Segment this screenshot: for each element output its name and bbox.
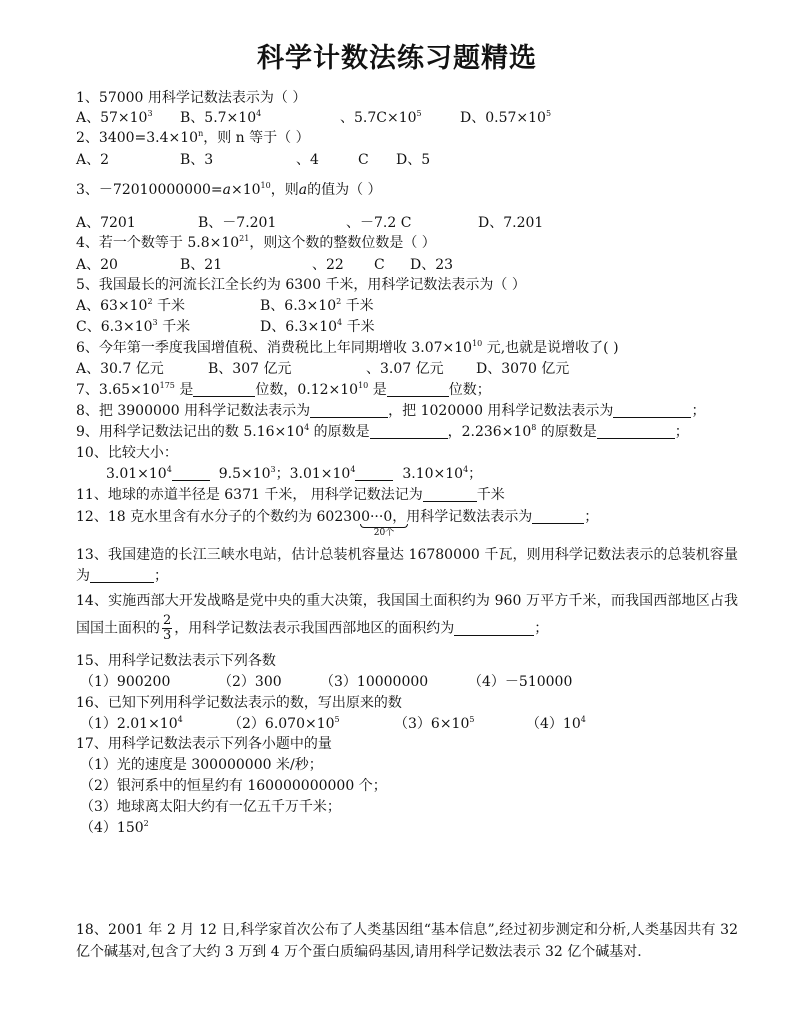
q18-paragraph: 18、2001 年 2 月 12 日,科学家首次公布了人类基因组“基本信息”,经过初步测定和分析,人类基因共有 32 亿个碱基对,包含了大约 3 万到 4 万个蛋白质编码基因,请用科学记数法表示 32 亿个碱基对. bbox=[76, 922, 738, 960]
q4-stem: 4、若一个数等于 $5.8\times 10^{21}$，则这个数的整数位数是（ ） bbox=[76, 234, 436, 251]
q15-stem: 15、用科学记数法表示下列各数 bbox=[76, 653, 276, 669]
q2-stem: 2、$3400=3.4\times 10^n$，则 n 等于（ ） bbox=[76, 129, 310, 146]
q2-option-d: D、5 bbox=[396, 152, 431, 168]
q9-answer-blank-1[interactable] bbox=[370, 424, 448, 439]
q9-line: 9、用科学记数法记出的数 $5.16\times 10^4$ 的原数是 ，$2.236\times 10^8$ 的原数是 ； bbox=[76, 423, 689, 440]
q17-item-4: $(4)150^2$ bbox=[80, 819, 149, 836]
q14-answer-blank[interactable] bbox=[454, 621, 534, 636]
q5-option-c: C、$6.3\times 10^3$ 千米 bbox=[76, 318, 191, 335]
q7-line: 7、$3.65\times 10^{175}$ 是 位数，$0.12\times 10^{10}$ 是 位数； bbox=[76, 381, 491, 398]
q15-item-2: （2）300 bbox=[218, 674, 282, 690]
q2-option-c-letter: C bbox=[358, 152, 369, 168]
q10-answer-blank-2[interactable] bbox=[355, 466, 393, 481]
q4-option-d: D、23 bbox=[410, 257, 454, 273]
q4-option-c-letter: C bbox=[374, 257, 385, 273]
q10-compare: $3.01\times 10^4$ $9.5\times 10^3$；$3.01\times 10^4$ $3.10\times 10^4$； bbox=[106, 465, 483, 482]
q3-option-d: D、7.201 bbox=[478, 215, 544, 231]
q6-option-b: B、307 亿元 bbox=[208, 361, 292, 377]
q1-stem: 1、57000 用科学记数法表示为（ ） bbox=[76, 90, 307, 106]
q8-answer-blank-1[interactable] bbox=[310, 403, 388, 418]
q7-answer-blank-1[interactable] bbox=[193, 382, 255, 397]
q15-item-4: （4）－510000 bbox=[468, 674, 573, 690]
q1-option-c: 、$5.7C\times 10^5$ bbox=[340, 109, 422, 126]
q1-option-a: A、$57\times 10^3$ bbox=[76, 109, 153, 126]
q4-option-c: 、22 bbox=[312, 257, 344, 273]
q6-stem: 6、今年第一季度我国增值税、消费税比上年同期增收 $3.07\times 10^{10}$ 元,也就是说增收了( ) bbox=[76, 339, 619, 356]
q4-option-a: A、20 bbox=[76, 257, 118, 273]
q12-brace-label: 20个 bbox=[373, 528, 395, 538]
q5-option-d: D、$6.3\times 10^4$ 千米 bbox=[260, 318, 375, 335]
q12-brace bbox=[360, 524, 408, 538]
page-title: 科学计数法练习题精选 bbox=[257, 43, 537, 74]
q16-item-1: $(1)2.01\times 10^4$ bbox=[80, 715, 183, 732]
q16-item-4: $(4)10^4$ bbox=[526, 715, 586, 732]
q3-option-b: B、－7.201 bbox=[198, 215, 277, 231]
q2-option-b: B、3 bbox=[180, 152, 214, 168]
q8-answer-blank-2[interactable] bbox=[613, 403, 691, 418]
q12-zeros: 0···0 bbox=[361, 509, 393, 525]
q2-option-a: A、2 bbox=[76, 152, 110, 168]
q2-option-c: 、4 bbox=[296, 152, 319, 168]
q1-option-d: D、$0.57\times 10^5$ bbox=[460, 109, 552, 126]
q14-fraction: $\frac{2}{3}$ bbox=[163, 613, 172, 643]
q15-item-3: （3）10000000 bbox=[320, 674, 429, 690]
q6-option-a: A、30.7 亿元 bbox=[76, 361, 164, 377]
q4-option-b: B、21 bbox=[180, 257, 223, 273]
q11-answer-blank[interactable] bbox=[423, 487, 477, 502]
q16-item-2: $(2)6.070\times 10^5$ bbox=[228, 715, 340, 732]
q17-item-3: （3）地球离太阳大约有一亿五千万千米； bbox=[80, 799, 341, 815]
q3-option-a: A、7201 bbox=[76, 215, 136, 231]
q5-option-a: A、$63\times 10^2$ 千米 bbox=[76, 297, 186, 314]
q1-option-b: B、$5.7\times 10^4$ bbox=[180, 109, 262, 126]
q8-line: 8、把 3900000 用科学记数法表示为 ，把 1020000 用科学记数法表示为 ； bbox=[76, 403, 706, 419]
q16-item-3: $(3)6\times 10^5$ bbox=[394, 715, 475, 732]
q12-line: 12、18 克水里含有水分子的个数约为 602300···0，用科学记数法表示为 ； bbox=[76, 509, 599, 525]
q7-answer-blank-2[interactable] bbox=[387, 382, 449, 397]
q5-option-b: B、$6.3\times 10^2$ 千米 bbox=[260, 297, 374, 314]
q13-answer-blank[interactable] bbox=[90, 568, 154, 583]
q10-answer-blank-1[interactable] bbox=[172, 466, 210, 481]
q17-item-1: （1）光的速度是 300000000 米/秒； bbox=[80, 757, 323, 773]
q5-stem: 5、我国最长的河流长江全长约为 6300 千米，用科学记数法表示为（ ） bbox=[76, 277, 526, 293]
q12-answer-blank[interactable] bbox=[532, 509, 584, 524]
q11-line: 11、地球的赤道半径是 6371 千米， 用科学记数法记为 千米 bbox=[76, 487, 505, 503]
q17-stem: 17、用科学记数法表示下列各小题中的量 bbox=[76, 736, 332, 752]
q6-option-c: 、3.07 亿元 bbox=[366, 361, 444, 377]
q14-paragraph: 14、实施西部大开发战略是党中央的重大决策，我国国土面积约为 960 万平方千米，而我国西部地区占我国国土面积的 $\frac{2}{3}$ ，用科学记数法表示我国西部地区的面积约为 ； bbox=[76, 593, 738, 643]
q13-paragraph: 13、我国建造的长江三峡水电站，估计总装机容量达 16780000 千瓦，则用科学记数法表示的总装机容量为 ； bbox=[76, 547, 738, 584]
q3-stem: 3、$-72010000000=a\times 10^{10}$，则a的值为（ ） bbox=[76, 181, 382, 198]
q15-item-1: （1）900200 bbox=[80, 674, 171, 690]
q17-item-2: （2）银河系中的恒星约有 160000000000 个； bbox=[80, 778, 387, 794]
q3-option-c: 、－7.2 C bbox=[346, 215, 412, 231]
q6-option-d: D、3070 亿元 bbox=[476, 361, 570, 377]
q10-stem: 10、比较大小： bbox=[76, 445, 178, 461]
q9-answer-blank-2[interactable] bbox=[597, 424, 675, 439]
q16-stem: 16、已知下列用科学记数法表示的数，写出原来的数 bbox=[76, 695, 402, 711]
